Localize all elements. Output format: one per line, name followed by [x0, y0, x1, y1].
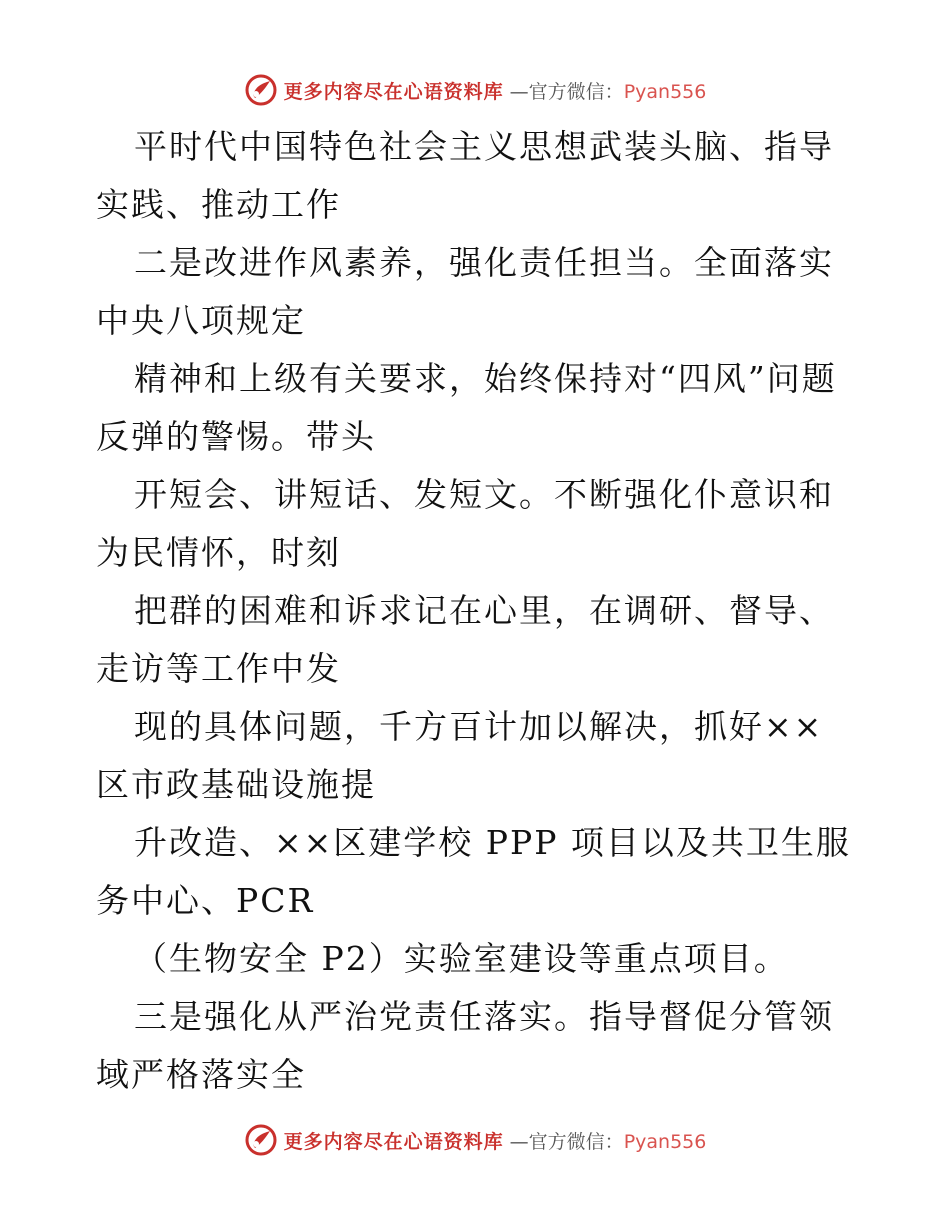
- paragraph: 精神和上级有关要求，始终保持对“四风”问题反弹的警惕。带头: [96, 359, 837, 456]
- paragraph: 平时代中国特色社会主义思想武装头脑、指导实践、推动工作: [96, 127, 834, 224]
- paragraph: 开短会、讲短话、发短文。不断强化仆意识和为民情怀，时刻: [96, 475, 834, 572]
- paragraph: 把群的困难和诉求记在心里，在调研、督导、走访等工作中发: [96, 591, 834, 688]
- paragraph: 三是强化从严治党责任落实。指导督促分管领域严格落实全: [96, 997, 834, 1094]
- brand-logo-icon: [244, 73, 278, 107]
- watermark-separator: —官方微信：: [509, 80, 624, 103]
- watermark-separator: —官方微信：: [509, 1130, 624, 1153]
- paragraph: 升改造、××区建学校 PPP 项目以及共卫生服务中心、PCR: [96, 823, 851, 920]
- brand-logo-icon: [244, 1123, 278, 1157]
- watermark-brand-text: 更多内容尽在心语资料库: [283, 80, 504, 103]
- watermark-wechat-id: Pyan556: [623, 1130, 707, 1153]
- watermark-wechat-id: Pyan556: [623, 80, 707, 103]
- header-watermark: [0, 70, 950, 110]
- body-text: [96, 118, 856, 1104]
- footer-watermark: [0, 1120, 950, 1160]
- watermark-brand-text: 更多内容尽在心语资料库: [283, 1130, 504, 1153]
- paragraph: 现的具体问题，千方百计加以解决，抓好××区市政基础设施提: [96, 707, 824, 804]
- paragraph: （生物安全 P2）实验室建设等重点项目。: [134, 939, 789, 978]
- watermark-contact: [510, 1127, 707, 1154]
- paragraph: 二是改进作风素养，强化责任担当。全面落实中央八项规定: [96, 243, 834, 340]
- watermark-contact: [510, 77, 707, 104]
